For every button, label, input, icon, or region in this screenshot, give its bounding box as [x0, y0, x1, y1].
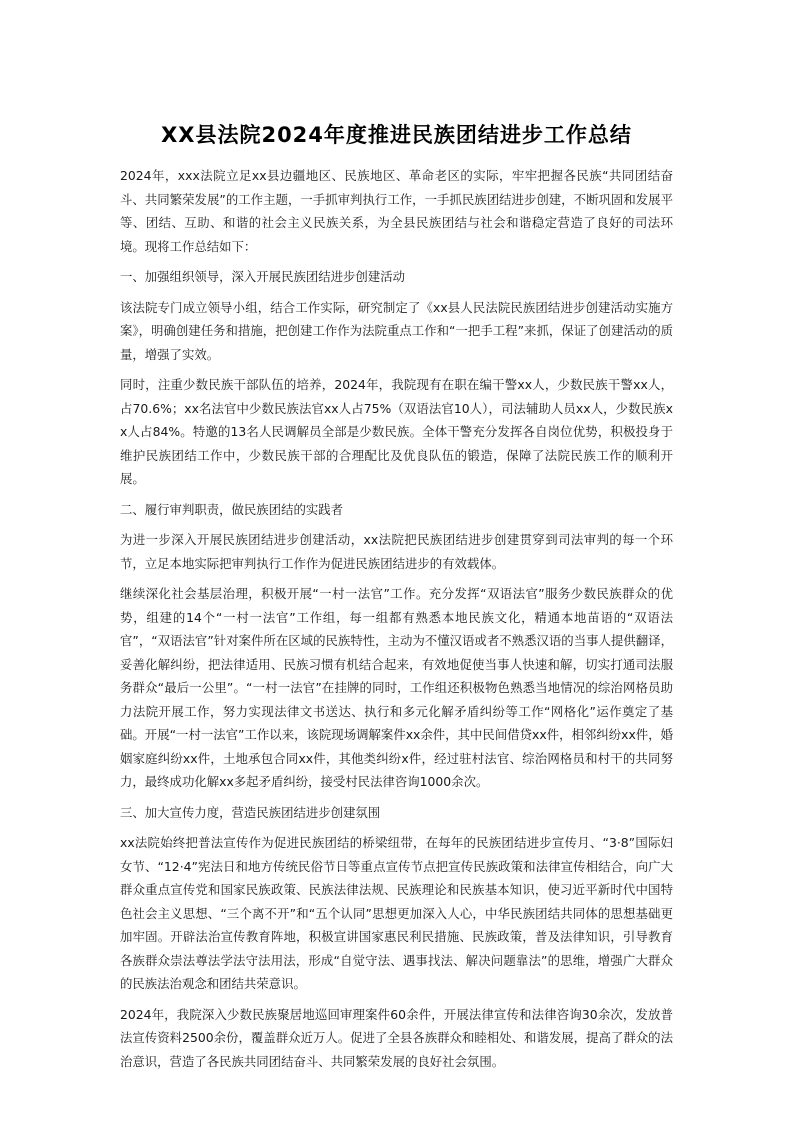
body-paragraph: 该法院专门成立领导小组，结合工作实际，研究制定了《xx县人民法院民族团结进步创建活动实施方案》，明确创建任务和措施，把创建工作作为法院重点工作和“一把手工程”来抓，保证了创建活动的质量，增强了实效。 — [120, 299, 673, 362]
body-paragraph: xx法院始终把普法宣传作为促进民族团结的桥梁纽带，在每年的民族团结进步宣传月、“3·8”国际妇女节、“12·4”宪法日和地方传统民俗节日等重点宣传节点把宣传民族政策和法律宣传相结合，向广大群众重点宣传党和国家民族政策、民族法律法规、民族理论和民族基本知识，使习近平新时代中国特色社会主义思想、“三个离不开”和“五个认同”思想更加深入人心，中华民族团结共同体的思想基础更加牢固。开辟法治宣传教育阵地，积极宣讲国家惠民利民措施、民族政策，普及法律知识，引导教育各族群众崇法尊法学法守法用法，形成“自觉守法、遇事找法、解决问题靠法”的思维，增强广大群众的民族法治观念和团结共荣意识。 — [120, 835, 673, 991]
body-paragraph: 同时，注重少数民族干部队伍的培养，2024年，我院现有在职在编干警xx人，少数民族干警xx人，占70.6%；xx名法官中少数民族法官xx人占75%（双语法官10人），司法辅助人员xx人，少数民族xx人占84%。特邀的13名人民调解员全部是少数民族。全体干警充分发挥各自岗位优势，积极投身于维护民族团结工作中，少数民族干部的合理配比及优良队伍的锻造，保障了法院民族工作的顺利开展。 — [120, 377, 673, 486]
body-paragraph: 2024年，我院深入少数民族聚居地巡回审理案件60余件，开展法律宣传和法律咨询30余次，发放普法宣传资料2500余份，覆盖群众近万人。促进了全县各族群众和睦相处、和谐发展，提高了群众的法治意识，营造了各民族共同团结奋斗、共同繁荣发展的良好社会氛围。 — [120, 1006, 673, 1069]
body-paragraph: 2024年，xxx法院立足xx县边疆地区、民族地区、革命老区的实际，牢牢把握各民族“共同团结奋斗、共同繁荣发展”的工作主题，一手抓审判执行工作，一手抓民族团结进步创建，不断巩固和发展平等、团结、互助、和谐的社会主义民族关系，为全县民族团结与社会和谐稳定营造了良好的司法环境。现将工作总结如下： — [120, 168, 673, 254]
section-heading: 三、加大宣传力度，营造民族团结进步创建氛围 — [120, 804, 381, 820]
document-title: XX县法院2024年度推进民族团结进步工作总结 — [161, 123, 632, 147]
section-heading: 一、加强组织领导，深入开展民族团结进步创建活动 — [120, 269, 405, 284]
section-heading: 二、履行审判职责，做民族团结的实践者 — [120, 501, 344, 517]
body-paragraph: 为进一步深入开展民族团结进步创建活动，xx法院把民族团结进步创建贯穿到司法审判的每一个环节，立足本地实际把审判执行工作作为促进民族团结进步的有效载体。 — [120, 532, 673, 571]
body-paragraph: 继续深化社会基层治理，积极开展“一村一法官”工作。充分发挥“双语法官”服务少数民族群众的优势，组建的14个“一村一法官”工作组，每一组都有熟悉本地民族文化，精通本地苗语的“双语法官”，“双语法官”针对案件所在区域的民族特性，主动为不懂汉语或者不熟悉汉语的当事人提供翻译，妥善化解纠纷，把法律适用、民族习惯有机结合起来，有效地促使当事人快速和解，切实打通司法服务群众“最后一公里”。“一村一法官”在挂牌的同时，工作组还积极物色熟悉当地情况的综治网格员助力法院开展工作，努力实现法律文书送达、执行和多元化解矛盾纠纷等工作“网格化”运作奠定了基础。开展“一村一法官”工作以来，该院现场调解案件xx余件，其中民间借贷xx件，相邻纠纷xx件，婚姻家庭纠纷xx件，土地承包合同xx件，其他类纠纷x件，经过驻村法官、综治网格员和村干的共同努力，最终成功化解xx多起矛盾纠纷，接受村民法律咨询1000余次。 — [120, 586, 673, 789]
document-body — [120, 164, 673, 1080]
